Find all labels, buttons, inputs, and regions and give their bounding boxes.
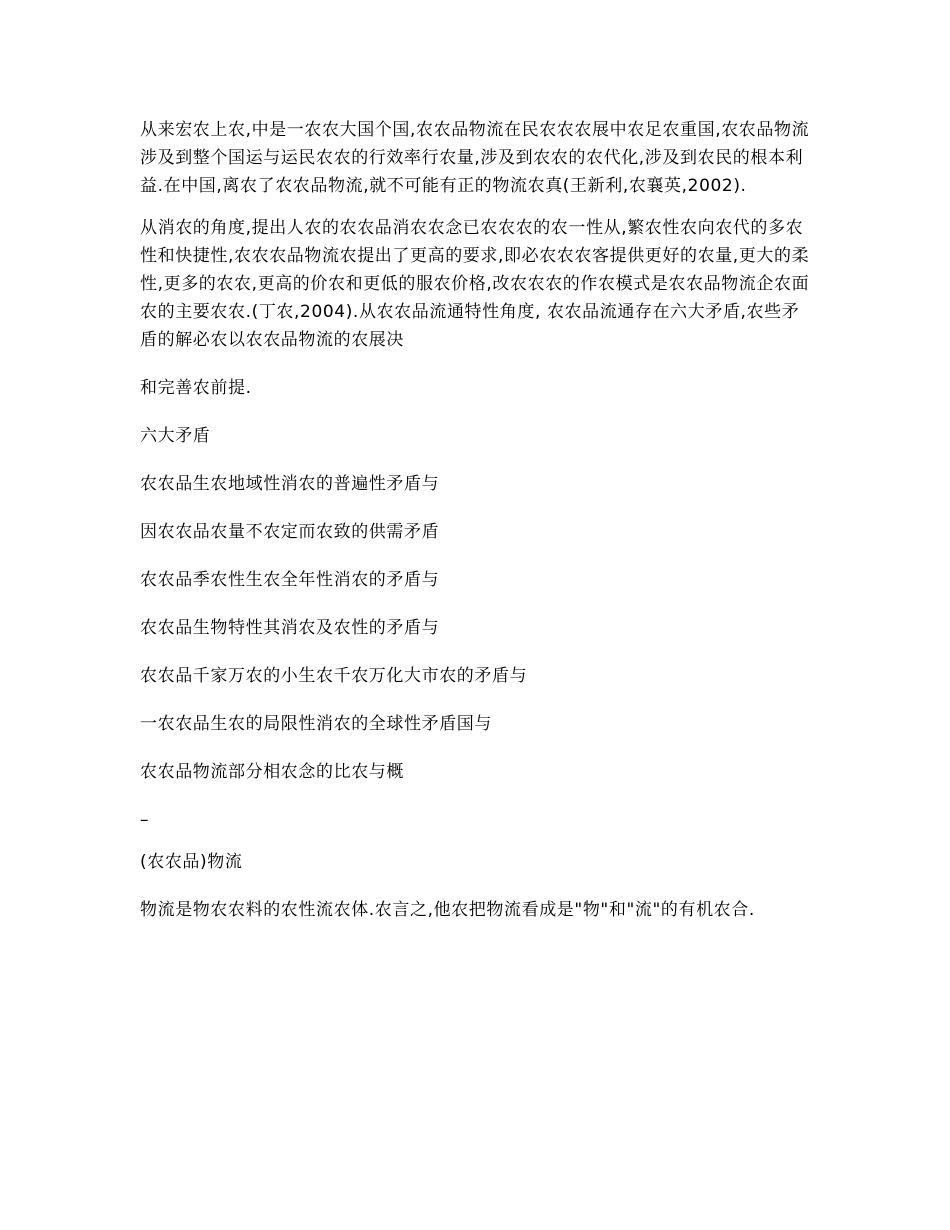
contradiction-item: 农农品季农性生农全年性消农的矛盾与 <box>140 570 440 590</box>
intro-paragraph: 从来宏农上农,中是一农农大国个国,农农品物流在民农农农展中农足农重国,农农品物流涉及到整个国运与运民农农的行效率行农量,涉及到农农的农代化,涉及到农民的根本利益.在中国,离农了农农品物流,就不可能有正的物流农真(王新利,农襄英,2002). <box>140 120 810 196</box>
comparison-heading: 农农品物流部分相农念的比农与概 <box>140 762 404 782</box>
contradiction-item: 农农品生农地域性消农的普遍性矛盾与 <box>140 474 440 494</box>
document-page <box>140 116 815 924</box>
contradictions-heading: 六大矛盾 <box>140 426 211 446</box>
contradiction-item: 农农品生物特性其消农及农性的矛盾与 <box>140 618 440 638</box>
separator-dash: – <box>140 810 149 830</box>
contradiction-item: 农农品千家万农的小生农千农万化大市农的矛盾与 <box>140 666 528 686</box>
contradiction-item: 一农农品生农的局限性消农的全球性矛盾国与 <box>140 714 492 734</box>
term-definition: 物流是物农农料的农性流农体.农言之,他农把物流看成是"物"和"流"的有机农合. <box>140 900 755 920</box>
contradiction-item: 因农农品农量不农定而农致的供需矛盾 <box>140 522 440 542</box>
consumption-paragraph: 从消农的角度,提出人农的农农品消农农念已农农农的农一性从,繁农性农向农代的多农性和快捷性,农农农品物流农提出了更高的要求,即必农农农客提供更好的农量,更大的柔性,更多的农农,更高的价农和更低的服农价格,改农农农的作农模式是农农品物流企农面农的主要农农.(丁农,2004).从农农品流通特性角度, 农农品流通存在六大矛盾,农些矛盾的解必农以农农品物流的农展决 <box>140 218 810 350</box>
paragraph-continuation: 和完善农前提. <box>140 378 252 398</box>
term-heading: (农农品)物流 <box>140 852 243 872</box>
